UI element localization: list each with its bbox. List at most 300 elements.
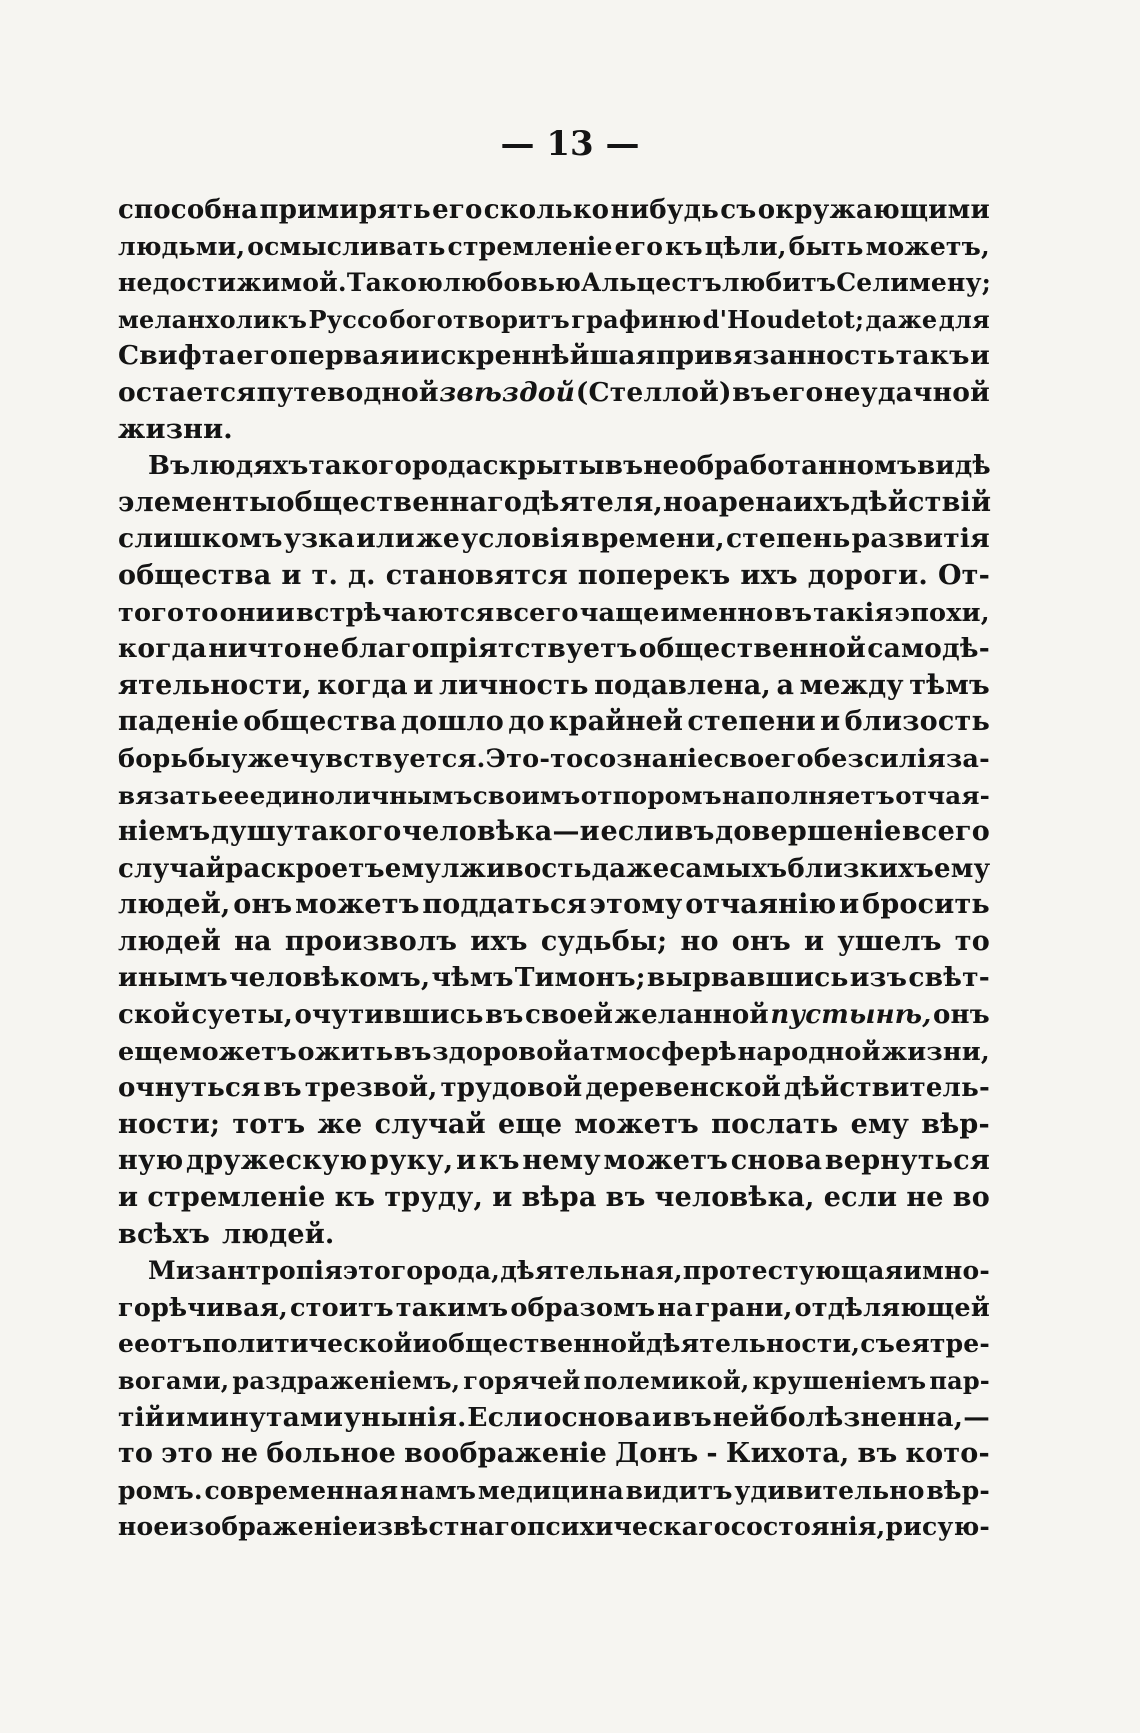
word: раздраженіемъ,: [232, 1366, 461, 1395]
word: Донъ: [615, 1438, 699, 1470]
word: т.: [311, 559, 339, 591]
word: ное: [118, 1512, 170, 1542]
word: дружескую: [186, 1145, 368, 1177]
word: всего: [495, 597, 579, 628]
word: остается: [118, 376, 256, 408]
word: то: [954, 925, 990, 957]
word: и: [413, 669, 434, 701]
word: между: [799, 669, 904, 701]
word: его: [772, 376, 824, 408]
word: образомъ: [510, 1292, 656, 1323]
word: нему: [522, 1145, 601, 1177]
word: самодѣ-: [867, 633, 990, 665]
text-line: [118, 1436, 990, 1473]
word: стремленіе: [447, 231, 613, 261]
word: этому: [589, 889, 683, 921]
word: не: [906, 1182, 944, 1214]
word: ихъ: [470, 925, 528, 957]
text-line: [118, 851, 990, 888]
word: больное: [266, 1438, 397, 1470]
word: грани,: [694, 1292, 793, 1323]
word: кото-: [905, 1438, 990, 1470]
word: общественнаго: [276, 486, 523, 518]
word: вѣр-: [921, 1108, 990, 1140]
word: уже: [230, 743, 290, 774]
word: на: [657, 1292, 693, 1323]
word: душу: [211, 816, 294, 848]
word: но: [662, 486, 702, 518]
text-line: [118, 741, 990, 778]
word: любовью: [443, 268, 581, 298]
word: человѣкомъ,: [229, 962, 431, 994]
word: необработанномъ: [643, 451, 918, 482]
word: Это-то: [485, 743, 584, 774]
word: встрѣчаются: [295, 597, 495, 628]
word: всего: [901, 816, 990, 848]
word: ему: [384, 853, 442, 884]
word: d'Houdetot;: [702, 304, 865, 334]
word: и: [820, 706, 841, 738]
word: изъ: [849, 962, 908, 994]
word: онъ: [731, 925, 791, 957]
word: суеты,: [191, 1000, 293, 1031]
word: для: [938, 304, 990, 334]
word: рода,: [423, 1256, 501, 1286]
word: дѣйствитель-: [783, 1073, 990, 1104]
word: народной: [737, 1036, 881, 1067]
word: и: [456, 1145, 477, 1177]
word: жизни,: [881, 1036, 990, 1067]
word: и: [804, 925, 825, 957]
word: трудовой: [440, 1073, 583, 1104]
word: и: [652, 1401, 672, 1433]
word: ніемъ: [118, 816, 211, 848]
word: желанной: [614, 1000, 769, 1031]
word: неудачной: [824, 376, 990, 408]
text-line: [118, 485, 990, 522]
word: его: [236, 340, 288, 372]
word: близкихъ: [787, 853, 935, 884]
word: тій: [118, 1401, 165, 1433]
word: поперекъ: [577, 559, 731, 591]
word: звѣздой: [439, 376, 576, 408]
word: можетъ,: [865, 231, 990, 261]
word: когда: [118, 633, 207, 665]
text-line: [118, 302, 990, 339]
word: снова: [730, 1145, 823, 1177]
word: быть: [788, 231, 864, 261]
word: трезвой,: [304, 1073, 438, 1104]
word: пустынѣ,: [770, 1000, 932, 1031]
word: стоитъ: [289, 1292, 394, 1323]
word: минутами: [186, 1401, 344, 1433]
word: всѣхъ: [118, 1218, 210, 1250]
word: даже: [865, 304, 938, 334]
word: людей.: [222, 1218, 335, 1250]
word: на: [234, 925, 272, 957]
text-line: [118, 668, 990, 705]
word: меланхоликъ: [118, 304, 308, 334]
word: бросить: [862, 889, 990, 921]
word: эпохи,: [894, 597, 990, 628]
word: съ: [720, 195, 757, 225]
word: Въ: [148, 451, 191, 482]
word: личность: [438, 669, 589, 701]
word: полемикой,: [583, 1366, 750, 1395]
word: современная: [204, 1475, 399, 1505]
word: становятся: [385, 559, 568, 591]
word: такія: [813, 597, 894, 628]
word: От-: [937, 559, 990, 591]
word: и: [412, 1329, 432, 1359]
word: рисую-: [885, 1512, 990, 1542]
word: изображеніе: [169, 1512, 359, 1542]
word: случай: [118, 853, 226, 884]
text-line: [118, 1107, 990, 1144]
word: можетъ: [603, 1145, 729, 1177]
word: до: [508, 706, 545, 738]
word: руку,: [370, 1145, 454, 1177]
word: благопріятствуетъ: [341, 633, 638, 665]
word: ихъ: [740, 559, 798, 591]
word: отпоромъ: [580, 780, 722, 810]
word: не: [220, 1438, 259, 1470]
word: протестующая: [682, 1256, 904, 1286]
word: общества: [118, 559, 272, 591]
word: отчаянію: [685, 889, 837, 921]
word: слишкомъ: [118, 523, 283, 555]
word: болѣзненна,—: [769, 1401, 990, 1433]
word: произволъ: [284, 925, 458, 957]
word: довершеніе: [715, 816, 902, 848]
word: въ: [263, 1073, 302, 1104]
text-line: [118, 412, 990, 449]
word: боготворитъ: [389, 304, 570, 334]
text-line: [118, 704, 990, 741]
word: судьбы;: [540, 925, 668, 957]
word: человѣка—и: [402, 816, 600, 848]
word: наполняетъ: [721, 780, 895, 810]
text-line: [118, 448, 990, 485]
text-line: [118, 1290, 990, 1327]
word: своей: [525, 1000, 614, 1031]
word: и: [492, 1182, 513, 1214]
word: если: [823, 1182, 898, 1214]
word: элементы: [118, 486, 277, 518]
word: случай: [374, 1108, 486, 1140]
word: въ: [485, 1000, 524, 1031]
word: же: [317, 1108, 363, 1140]
word: его: [614, 231, 664, 261]
word: людей,: [118, 889, 231, 921]
text-line: [118, 1326, 990, 1363]
word: общественной: [431, 1329, 646, 1359]
word: паденіе: [118, 706, 240, 738]
word: тре-: [929, 1329, 990, 1359]
word: психическаго: [527, 1512, 731, 1542]
text-line: [118, 1473, 990, 1510]
word: Руссо: [308, 304, 389, 334]
word: вѣра: [521, 1182, 597, 1214]
text-line: [118, 997, 990, 1034]
word: ничто: [208, 633, 302, 665]
word: инымъ: [118, 962, 228, 994]
word: когда: [317, 669, 408, 701]
word: дѣятельности,: [645, 1329, 861, 1359]
word: тотъ: [232, 1108, 306, 1140]
word: ную: [118, 1145, 184, 1177]
word: людей: [118, 925, 221, 957]
word: ятельности,: [118, 669, 312, 701]
word: видитъ: [625, 1475, 733, 1505]
text-line: [118, 1034, 990, 1071]
word: извѣстнаго: [358, 1512, 527, 1542]
word: очнуться: [118, 1073, 261, 1104]
text-line: [118, 1253, 990, 1290]
word: осмысливать: [247, 231, 446, 261]
word: путеводной: [256, 376, 439, 408]
body-text: [118, 192, 990, 1546]
word: стремленіе: [147, 1182, 326, 1214]
word: деревенской: [585, 1073, 781, 1104]
word: чѣмъ: [431, 962, 514, 994]
word: и: [970, 340, 990, 372]
word: графиню: [571, 304, 702, 334]
word: поддаться: [422, 889, 587, 921]
word: въ: [605, 1182, 646, 1214]
word: но: [680, 925, 719, 957]
word: въ: [674, 816, 715, 848]
word: ожить: [297, 1036, 394, 1067]
word: дороги.: [807, 559, 929, 591]
word: лживость: [441, 853, 592, 884]
word: д.: [347, 559, 376, 591]
text-line: [118, 631, 990, 668]
word: цѣли,: [704, 231, 787, 261]
word: Свифта: [118, 340, 236, 372]
text-line: [118, 521, 990, 558]
text-line: [118, 924, 990, 961]
word: или: [356, 523, 415, 555]
word: онъ: [933, 1000, 990, 1031]
word: политической: [202, 1329, 413, 1359]
word: Альцестъ: [581, 268, 722, 298]
word: способна: [118, 195, 259, 225]
word: вѣр-: [926, 1475, 990, 1505]
text-line: [118, 960, 990, 997]
word: своимъ: [472, 780, 581, 810]
word: отчая-: [895, 780, 990, 810]
word: вернуться: [824, 1145, 990, 1177]
word: и: [281, 559, 302, 591]
word: труду,: [384, 1182, 484, 1214]
word: сознаніе: [583, 743, 714, 774]
word: къ: [479, 1145, 520, 1177]
word: развитія: [851, 523, 990, 555]
word: единоличнымъ: [249, 780, 473, 810]
word: же: [415, 523, 460, 555]
word: дѣятельная,: [500, 1256, 683, 1286]
word: подавлена,: [594, 669, 771, 701]
word: условія: [461, 523, 581, 555]
word: недостижимой.: [118, 268, 347, 298]
page-number: — 13 —: [500, 124, 640, 164]
word: окружающими: [757, 195, 990, 225]
word: здоровой: [432, 1036, 573, 1067]
word: еще: [498, 1108, 563, 1140]
word: отдѣляющей: [794, 1292, 990, 1323]
word: видѣ: [917, 451, 991, 482]
word: и: [839, 889, 860, 921]
text-line: [118, 887, 990, 924]
word: въ: [604, 451, 644, 482]
word: любитъ: [721, 268, 837, 298]
word: медицина: [477, 1475, 624, 1505]
word: еще: [118, 1036, 179, 1067]
word: рода: [412, 451, 483, 482]
text-line: [118, 1509, 990, 1546]
word: Кихота,: [725, 1438, 850, 1470]
word: своего: [713, 743, 814, 774]
text-line: [118, 1180, 990, 1217]
word: это: [161, 1438, 213, 1470]
word: основа: [543, 1401, 652, 1433]
word: очутившись: [294, 1000, 484, 1031]
word: степени: [687, 706, 816, 738]
word: крайней: [548, 706, 684, 738]
word: отъ: [150, 1329, 203, 1359]
word: чувствуется.: [289, 743, 486, 774]
text-line: [118, 338, 990, 375]
word: людьми,: [118, 231, 246, 261]
word: чаще: [579, 597, 660, 628]
word: дошло: [400, 706, 505, 738]
word: дѣятеля,: [522, 486, 663, 518]
word: борьбы: [118, 743, 231, 774]
word: его: [432, 195, 483, 225]
word: степень: [725, 523, 851, 555]
word: жизни.: [118, 413, 233, 445]
word: сколько: [483, 195, 610, 225]
word: самыхъ: [669, 853, 788, 884]
text-line: [118, 1217, 990, 1254]
word: а: [776, 669, 795, 701]
word: близость: [844, 706, 990, 738]
word: къ: [334, 1182, 376, 1214]
word: Тимонъ;: [514, 962, 646, 994]
text-line: [118, 778, 990, 815]
word: крушеніемъ: [752, 1366, 927, 1395]
word: искреннѣйшая: [420, 340, 656, 372]
word: привязанность: [655, 340, 896, 372]
word: такимъ: [395, 1292, 509, 1323]
word: можетъ: [295, 889, 420, 921]
word: ушелъ: [837, 925, 942, 957]
word: дѣйствій: [850, 486, 992, 518]
word: ности;: [118, 1108, 221, 1140]
word: за-: [945, 743, 990, 774]
word: тѣмъ: [909, 669, 990, 701]
word: людяхъ: [190, 451, 309, 482]
word: можетъ: [574, 1108, 699, 1140]
word: горѣчивая,: [118, 1292, 288, 1323]
word: Если: [467, 1401, 543, 1433]
word: этого: [342, 1256, 424, 1286]
word: въ: [732, 376, 772, 408]
word: во: [952, 1182, 990, 1214]
word: ея: [895, 1329, 930, 1359]
word: ему: [934, 853, 991, 884]
word: вырвавшись: [646, 962, 849, 994]
word: общественной: [638, 633, 866, 665]
word: ской: [118, 1000, 191, 1031]
word: первая: [288, 340, 400, 372]
word: въ: [857, 1438, 898, 1470]
text-line: [118, 1363, 990, 1400]
word: Такою: [346, 268, 443, 298]
word: Селимену;: [836, 268, 992, 298]
word: ее: [118, 1329, 151, 1359]
text-line: [118, 558, 990, 595]
word: Мизантропія: [148, 1256, 343, 1286]
word: общества: [243, 706, 397, 738]
word: въ: [672, 1401, 712, 1433]
text-line: [118, 1400, 990, 1437]
word: ему: [850, 1108, 910, 1140]
word: намъ: [399, 1475, 477, 1505]
word: то: [118, 1438, 154, 1470]
text-line: [118, 1070, 990, 1107]
word: и: [118, 1182, 139, 1214]
text-line: [118, 814, 990, 851]
word: унынія.: [343, 1401, 467, 1433]
text-line: [118, 375, 990, 412]
word: раскроетъ: [225, 853, 385, 884]
word: свѣт-: [908, 962, 990, 994]
word: онъ: [233, 889, 293, 921]
word: такого: [308, 451, 413, 482]
word: пар-: [929, 1366, 990, 1395]
word: арена: [701, 486, 793, 518]
word: и: [399, 340, 420, 372]
text-line: [118, 229, 990, 266]
text-line: [118, 1143, 990, 1180]
word: съ: [860, 1329, 896, 1359]
word: нибудь: [610, 195, 719, 225]
word: ромъ.: [118, 1475, 203, 1505]
word: -: [706, 1438, 718, 1470]
word: вязать: [118, 780, 218, 810]
word: скрыты: [482, 451, 605, 482]
word: ихъ: [792, 486, 851, 518]
word: атмосферѣ: [573, 1036, 737, 1067]
word: они: [219, 597, 275, 628]
word: времени,: [581, 523, 725, 555]
word: къ: [665, 231, 703, 261]
word: ней: [712, 1401, 770, 1433]
word: состоянія,: [730, 1512, 886, 1542]
word: и: [165, 1401, 186, 1433]
word: безсилія: [813, 743, 946, 774]
word: (Стеллой): [575, 376, 732, 408]
word: воображеніе: [404, 1438, 608, 1470]
word: примирять: [259, 195, 431, 225]
word: удивительно: [734, 1475, 925, 1505]
word: мно-: [922, 1256, 990, 1286]
word: такъ: [895, 340, 970, 372]
word: въ: [393, 1036, 432, 1067]
word: даже: [591, 853, 670, 884]
